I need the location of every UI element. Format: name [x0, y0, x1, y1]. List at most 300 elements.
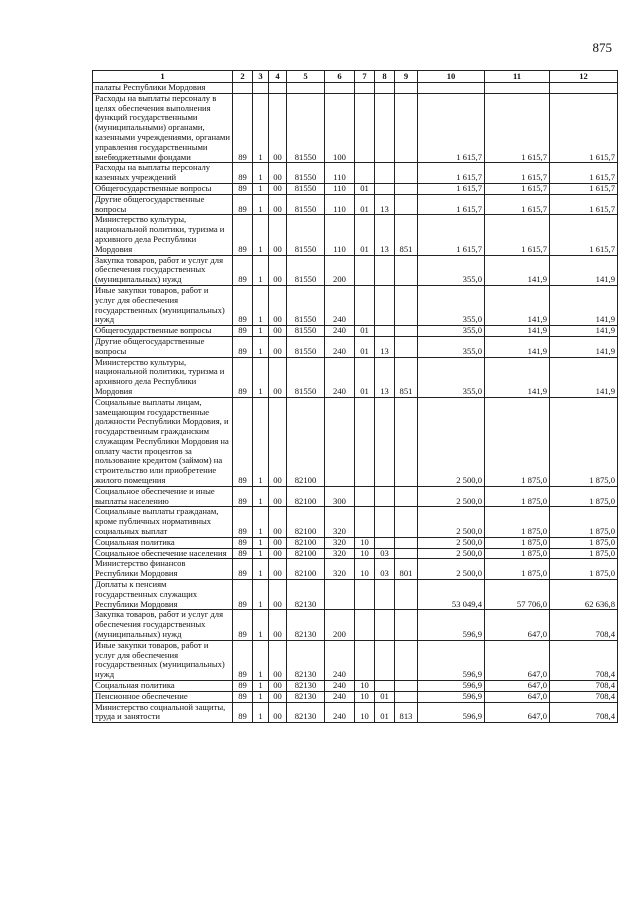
- table-cell: 82130: [287, 610, 325, 640]
- table-cell: 851: [395, 357, 418, 397]
- table-cell: [395, 537, 418, 548]
- table-cell: 596,9: [418, 691, 485, 702]
- table-cell: 81550: [287, 215, 325, 255]
- table-cell: 53 049,4: [418, 580, 485, 610]
- table-cell: 89: [233, 559, 253, 580]
- table-cell: [375, 83, 395, 94]
- table-cell: 141,9: [550, 255, 618, 285]
- table-cell: 355,0: [418, 255, 485, 285]
- table-cell: [355, 610, 375, 640]
- table-cell: 1 875,0: [550, 559, 618, 580]
- table-cell: 596,9: [418, 681, 485, 692]
- table-cell: 320: [325, 559, 355, 580]
- table-cell: 89: [233, 548, 253, 559]
- table-cell: 00: [269, 681, 287, 692]
- table-cell: 647,0: [485, 691, 550, 702]
- row-label: Социальные выплаты лицам, замещающим государственные должности Республики Мордовия, и государственным гражданским служащим Республики Мордовия на оплату части процентов за пользование кредитом (займом) на строительство или приобретение жилого помещения: [93, 397, 233, 486]
- table-cell: [395, 681, 418, 692]
- table-cell: 81550: [287, 183, 325, 194]
- table-cell: 89: [233, 507, 253, 537]
- table-cell: 240: [325, 285, 355, 325]
- table-cell: [375, 610, 395, 640]
- table-cell: 81550: [287, 93, 325, 163]
- table-cell: 89: [233, 326, 253, 337]
- table-cell: [375, 681, 395, 692]
- table-cell: 00: [269, 215, 287, 255]
- table-cell: 708,4: [550, 691, 618, 702]
- table-cell: 2 500,0: [418, 486, 485, 507]
- table-cell: 89: [233, 357, 253, 397]
- table-cell: 141,9: [485, 357, 550, 397]
- table-row: [93, 163, 618, 184]
- table-cell: 89: [233, 640, 253, 680]
- table-cell: [395, 83, 418, 94]
- table-cell: 10: [355, 537, 375, 548]
- table-cell: [395, 507, 418, 537]
- table-cell: 1 615,7: [418, 215, 485, 255]
- table-cell: [375, 93, 395, 163]
- table-cell: 141,9: [550, 336, 618, 357]
- table-cell: [395, 255, 418, 285]
- row-label: Общегосударственные вопросы: [93, 326, 233, 337]
- table-row: [93, 194, 618, 215]
- table-cell: 00: [269, 580, 287, 610]
- table-cell: 110: [325, 215, 355, 255]
- table-cell: 89: [233, 580, 253, 610]
- table-cell: 1: [253, 559, 269, 580]
- table-cell: 708,4: [550, 702, 618, 723]
- table-cell: [395, 326, 418, 337]
- table-cell: 1 875,0: [485, 486, 550, 507]
- table-cell: 1 615,7: [550, 93, 618, 163]
- table-cell: 596,9: [418, 702, 485, 723]
- table-cell: 141,9: [550, 285, 618, 325]
- table-cell: 03: [375, 548, 395, 559]
- row-label: Общегосударственные вопросы: [93, 183, 233, 194]
- table-cell: [355, 580, 375, 610]
- table-cell: 01: [355, 215, 375, 255]
- row-label: Министерство социальной защиты, труда и занятости: [93, 702, 233, 723]
- table-row: [93, 255, 618, 285]
- table-cell: 240: [325, 681, 355, 692]
- table-cell: 141,9: [485, 285, 550, 325]
- column-header: 5: [287, 71, 325, 83]
- table-cell: 89: [233, 255, 253, 285]
- table-cell: 1 615,7: [550, 163, 618, 184]
- table-cell: 00: [269, 163, 287, 184]
- table-cell: 81550: [287, 285, 325, 325]
- table-cell: [395, 610, 418, 640]
- table-cell: 1 615,7: [550, 183, 618, 194]
- table-cell: 300: [325, 486, 355, 507]
- table-cell: [355, 640, 375, 680]
- table-row: [93, 537, 618, 548]
- table-cell: 89: [233, 702, 253, 723]
- table-cell: 1 615,7: [418, 93, 485, 163]
- row-label: палаты Республики Мордовия: [93, 83, 233, 94]
- table-cell: [355, 507, 375, 537]
- row-label: Пенсионное обеспечение: [93, 691, 233, 702]
- table-cell: 1 875,0: [550, 537, 618, 548]
- table-cell: 141,9: [485, 255, 550, 285]
- table-cell: [233, 83, 253, 94]
- table-cell: 1: [253, 255, 269, 285]
- table-cell: 240: [325, 336, 355, 357]
- page-number: 875: [592, 40, 612, 55]
- table-cell: 2 500,0: [418, 548, 485, 559]
- table-cell: 89: [233, 183, 253, 194]
- table-cell: 1 615,7: [485, 93, 550, 163]
- table-cell: 1 875,0: [485, 397, 550, 486]
- table-cell: 1 615,7: [485, 163, 550, 184]
- table-row: [93, 702, 618, 723]
- table-cell: 1 615,7: [418, 183, 485, 194]
- table-cell: 1: [253, 681, 269, 692]
- table-cell: [375, 537, 395, 548]
- table-cell: [287, 83, 325, 94]
- table-cell: 00: [269, 285, 287, 325]
- table-cell: 01: [375, 702, 395, 723]
- table-cell: 1 875,0: [550, 397, 618, 486]
- table-cell: 100: [325, 93, 355, 163]
- column-header: 9: [395, 71, 418, 83]
- table-cell: 00: [269, 507, 287, 537]
- table-cell: 141,9: [550, 326, 618, 337]
- table-cell: 647,0: [485, 702, 550, 723]
- column-header: 7: [355, 71, 375, 83]
- table-cell: 00: [269, 548, 287, 559]
- table-cell: 81550: [287, 357, 325, 397]
- table-cell: [269, 83, 287, 94]
- row-label: Иные закупки товаров, работ и услуг для обеспечения государственных (муниципальных) нужд: [93, 285, 233, 325]
- table-cell: [375, 507, 395, 537]
- table-cell: 1 875,0: [485, 537, 550, 548]
- table-cell: 62 636,8: [550, 580, 618, 610]
- row-label: Социальное обеспечение и иные выплаты населению: [93, 486, 233, 507]
- table-cell: 1: [253, 357, 269, 397]
- table-cell: 13: [375, 194, 395, 215]
- table-cell: 1 875,0: [485, 559, 550, 580]
- column-header: 12: [550, 71, 618, 83]
- table-cell: 240: [325, 357, 355, 397]
- table-cell: 00: [269, 640, 287, 680]
- table-cell: 00: [269, 610, 287, 640]
- table-cell: [375, 255, 395, 285]
- table-cell: [395, 285, 418, 325]
- table-cell: 2 500,0: [418, 537, 485, 548]
- table-cell: 82130: [287, 681, 325, 692]
- table-cell: [375, 163, 395, 184]
- table-cell: 110: [325, 194, 355, 215]
- table-cell: [253, 83, 269, 94]
- row-label: Другие общегосударственные вопросы: [93, 194, 233, 215]
- table-cell: [375, 580, 395, 610]
- table-cell: 89: [233, 610, 253, 640]
- table-cell: [395, 183, 418, 194]
- column-header: 2: [233, 71, 253, 83]
- table-cell: 1 875,0: [485, 548, 550, 559]
- table-row: [93, 83, 618, 94]
- table-cell: 1: [253, 326, 269, 337]
- table-cell: 708,4: [550, 640, 618, 680]
- table-cell: 81550: [287, 194, 325, 215]
- table-cell: [355, 255, 375, 285]
- table-cell: 1 615,7: [485, 215, 550, 255]
- table-cell: 01: [375, 691, 395, 702]
- row-label: Закупка товаров, работ и услуг для обеспечения государственных (муниципальных) нужд: [93, 610, 233, 640]
- table-cell: [355, 397, 375, 486]
- row-label: Иные закупки товаров, работ и услуг для обеспечения государственных (муниципальных) нужд: [93, 640, 233, 680]
- table-cell: 355,0: [418, 336, 485, 357]
- column-header: 11: [485, 71, 550, 83]
- table-cell: 13: [375, 336, 395, 357]
- table-cell: 82100: [287, 548, 325, 559]
- table-row: [93, 326, 618, 337]
- table-cell: 81550: [287, 336, 325, 357]
- table-cell: 82100: [287, 486, 325, 507]
- budget-table: [92, 70, 618, 723]
- table-cell: 10: [355, 681, 375, 692]
- table-cell: [395, 486, 418, 507]
- table-cell: 1: [253, 486, 269, 507]
- table-cell: 647,0: [485, 640, 550, 680]
- table-row: [93, 336, 618, 357]
- table-cell: 89: [233, 681, 253, 692]
- table-cell: [395, 93, 418, 163]
- table-cell: [355, 285, 375, 325]
- table-cell: 1 875,0: [550, 507, 618, 537]
- table-cell: 141,9: [485, 326, 550, 337]
- table-cell: 10: [355, 559, 375, 580]
- table-cell: 89: [233, 537, 253, 548]
- table-cell: 00: [269, 559, 287, 580]
- table-body: [93, 83, 618, 723]
- row-label: Министерство культуры, национальной политики, туризма и архивного дела Республики Мордовия: [93, 357, 233, 397]
- table-cell: 89: [233, 194, 253, 215]
- table-cell: 1: [253, 548, 269, 559]
- table-cell: [395, 336, 418, 357]
- table-cell: 82100: [287, 559, 325, 580]
- table-row: [93, 397, 618, 486]
- table-cell: 596,9: [418, 640, 485, 680]
- table-cell: [395, 397, 418, 486]
- table-cell: 1: [253, 610, 269, 640]
- table-cell: 110: [325, 163, 355, 184]
- table-cell: 89: [233, 93, 253, 163]
- table-cell: 1 615,7: [485, 183, 550, 194]
- table-row: [93, 681, 618, 692]
- table-cell: 1 615,7: [550, 215, 618, 255]
- table-cell: [375, 640, 395, 680]
- table-row: [93, 640, 618, 680]
- table-cell: [375, 397, 395, 486]
- table-cell: 89: [233, 336, 253, 357]
- table-cell: [485, 83, 550, 94]
- table-cell: 00: [269, 537, 287, 548]
- row-label: Расходы на выплаты персоналу казенных учреждений: [93, 163, 233, 184]
- table-cell: [355, 93, 375, 163]
- table-cell: 89: [233, 285, 253, 325]
- table-cell: 81550: [287, 163, 325, 184]
- row-label: Социальная политика: [93, 537, 233, 548]
- table-cell: 82130: [287, 691, 325, 702]
- table-cell: 240: [325, 691, 355, 702]
- table-cell: 89: [233, 215, 253, 255]
- table-cell: 00: [269, 194, 287, 215]
- table-cell: 320: [325, 537, 355, 548]
- table-cell: 01: [355, 336, 375, 357]
- table-cell: 01: [355, 357, 375, 397]
- table-cell: 240: [325, 702, 355, 723]
- table-cell: 10: [355, 702, 375, 723]
- table-cell: 851: [395, 215, 418, 255]
- table-cell: 00: [269, 357, 287, 397]
- row-label: Доплаты к пенсиям государственных служащих Республики Мордовия: [93, 580, 233, 610]
- table-cell: 1: [253, 93, 269, 163]
- table-cell: 2 500,0: [418, 397, 485, 486]
- table-cell: [355, 486, 375, 507]
- table-cell: [325, 83, 355, 94]
- column-header: 4: [269, 71, 287, 83]
- column-header: 8: [375, 71, 395, 83]
- table-cell: 813: [395, 702, 418, 723]
- table-cell: 647,0: [485, 610, 550, 640]
- table-cell: 00: [269, 702, 287, 723]
- table-cell: 82130: [287, 580, 325, 610]
- table-row: [93, 285, 618, 325]
- table-cell: 82100: [287, 537, 325, 548]
- table-cell: 1: [253, 215, 269, 255]
- table-cell: [418, 83, 485, 94]
- table-cell: 00: [269, 93, 287, 163]
- table-cell: 320: [325, 507, 355, 537]
- table-cell: [375, 486, 395, 507]
- table-cell: [325, 397, 355, 486]
- table-cell: 00: [269, 486, 287, 507]
- table-cell: [375, 285, 395, 325]
- table-cell: 596,9: [418, 610, 485, 640]
- table-cell: 01: [355, 183, 375, 194]
- row-label: Закупка товаров, работ и услуг для обеспечения государственных (муниципальных) нужд: [93, 255, 233, 285]
- row-label: Социальные выплаты гражданам, кроме публичных нормативных социальных выплат: [93, 507, 233, 537]
- table-cell: 00: [269, 691, 287, 702]
- table-cell: 2 500,0: [418, 507, 485, 537]
- table-cell: 1: [253, 691, 269, 702]
- table-cell: 1: [253, 285, 269, 325]
- table-row: [93, 610, 618, 640]
- column-header: 1: [93, 71, 233, 83]
- table-cell: 1: [253, 580, 269, 610]
- row-label: Другие общегосударственные вопросы: [93, 336, 233, 357]
- table-cell: 82130: [287, 702, 325, 723]
- table-cell: 10: [355, 691, 375, 702]
- table-cell: [550, 83, 618, 94]
- row-label: Министерство культуры, национальной политики, туризма и архивного дела Республики Мордовия: [93, 215, 233, 255]
- table-cell: 03: [375, 559, 395, 580]
- table-cell: 1: [253, 702, 269, 723]
- table-cell: 89: [233, 397, 253, 486]
- row-label: Социальное обеспечение населения: [93, 548, 233, 559]
- table-cell: 240: [325, 640, 355, 680]
- table-cell: 01: [355, 326, 375, 337]
- table-cell: 1 615,7: [418, 163, 485, 184]
- row-label: Расходы на выплаты персоналу в целях обеспечения выполнения функций государственными (муниципальными) органами, казенными учреждениями, органами управления государственными внебюджетными фондами: [93, 93, 233, 163]
- row-label: Министерство финансов Республики Мордовия: [93, 559, 233, 580]
- table-row: [93, 215, 618, 255]
- table-cell: 801: [395, 559, 418, 580]
- table-cell: 355,0: [418, 326, 485, 337]
- table-cell: 89: [233, 691, 253, 702]
- table-row: [93, 486, 618, 507]
- table-row: [93, 559, 618, 580]
- table-cell: 00: [269, 397, 287, 486]
- table-cell: 81550: [287, 326, 325, 337]
- table-cell: 00: [269, 255, 287, 285]
- table-cell: 1: [253, 336, 269, 357]
- table-cell: 1: [253, 163, 269, 184]
- table-cell: 141,9: [550, 357, 618, 397]
- table-cell: 89: [233, 486, 253, 507]
- table-cell: 200: [325, 610, 355, 640]
- table-cell: [355, 163, 375, 184]
- table-cell: 89: [233, 163, 253, 184]
- table-cell: 2 500,0: [418, 559, 485, 580]
- table-cell: 320: [325, 548, 355, 559]
- column-header: 10: [418, 71, 485, 83]
- table-cell: 82100: [287, 397, 325, 486]
- table-cell: 01: [355, 194, 375, 215]
- table-cell: 110: [325, 183, 355, 194]
- table-cell: [395, 163, 418, 184]
- table-cell: 00: [269, 183, 287, 194]
- table-row: [93, 691, 618, 702]
- table-cell: 1 875,0: [550, 548, 618, 559]
- table-cell: 1: [253, 194, 269, 215]
- table-cell: 355,0: [418, 357, 485, 397]
- table-row: [93, 183, 618, 194]
- table-cell: 82100: [287, 507, 325, 537]
- table-cell: [395, 194, 418, 215]
- table-cell: 10: [355, 548, 375, 559]
- table-cell: 708,4: [550, 681, 618, 692]
- table-row: [93, 93, 618, 163]
- table-cell: 141,9: [485, 336, 550, 357]
- table-cell: [375, 183, 395, 194]
- table-cell: [395, 691, 418, 702]
- table-cell: [395, 640, 418, 680]
- table-cell: 1 875,0: [485, 507, 550, 537]
- row-label: Социальная политика: [93, 681, 233, 692]
- table-cell: 82130: [287, 640, 325, 680]
- table-cell: 240: [325, 326, 355, 337]
- table-row: [93, 357, 618, 397]
- table-cell: 13: [375, 215, 395, 255]
- table-cell: 1 615,7: [418, 194, 485, 215]
- table-row: [93, 580, 618, 610]
- table-cell: 00: [269, 326, 287, 337]
- table-cell: [395, 580, 418, 610]
- table-cell: [325, 580, 355, 610]
- column-header: 3: [253, 71, 269, 83]
- table-cell: 13: [375, 357, 395, 397]
- table-cell: [395, 548, 418, 559]
- table-cell: 1: [253, 397, 269, 486]
- table-cell: 1: [253, 537, 269, 548]
- table-cell: 00: [269, 336, 287, 357]
- table-cell: [355, 83, 375, 94]
- table-cell: 1: [253, 183, 269, 194]
- table-cell: 647,0: [485, 681, 550, 692]
